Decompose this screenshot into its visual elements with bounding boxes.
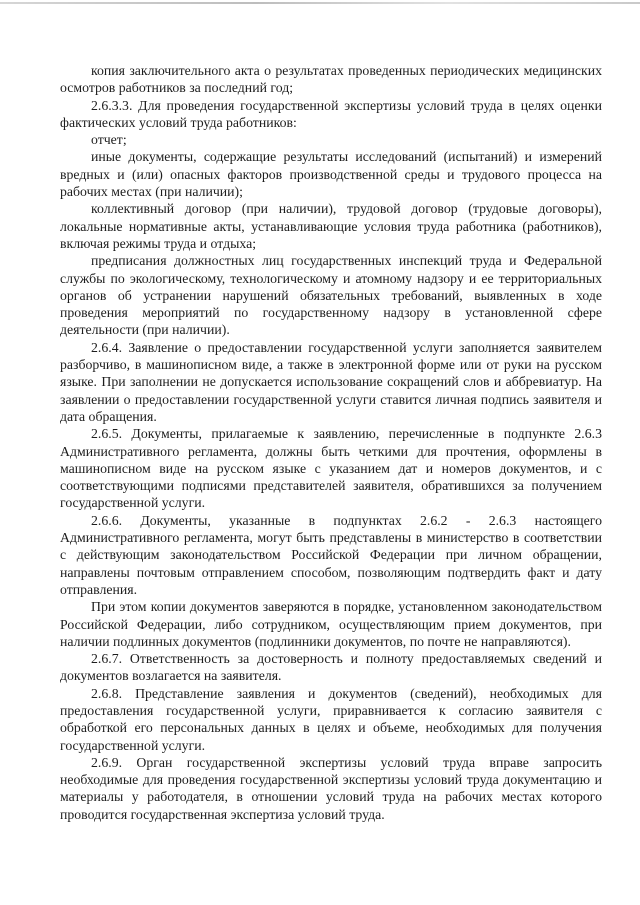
paragraph-2-6-8: 2.6.8. Представление заявления и документов (сведений), необходимых для предоставления государственной услуги, приравнивается к согласию заявителя с обработкой его персональных данных в целях и объеме, необходимых для получения государственной услуги. — [60, 685, 602, 753]
paragraph-report: отчет; — [91, 132, 127, 148]
paragraph-2-6-7: 2.6.7. Ответственность за достоверность и полноту предоставляемых сведений и документов возлагается на заявителя. — [60, 651, 602, 684]
paragraph-collective-agreement: коллективный договор (при наличии), трудовой договор (трудовые договоры), локальные нормативные акты, устанавливающие условия труда работника (работников), включая режимы труда и отдыха; — [60, 201, 602, 251]
paragraph-2-6-3-3: 2.6.3.3. Для проведения государственной экспертизы условий труда в целях оценки фактических условий труда работников: — [60, 97, 602, 130]
paragraph-2-6-4: 2.6.4. Заявление о предоставлении государственной услуги заполняется заявителем разборчиво, в машинописном виде, а также в электронной форме или от руки на русском языке. При заполнении не допускается использование сокращений слов и аббревиатур. На заявлении о предоставлении государственной услуги ставится личная подпись заявителя и дата обращения. — [60, 339, 602, 424]
paragraph-certification: При этом копии документов заверяются в порядке, установленном законодательством Российской Федерации, либо сотрудником, осуществляющим прием документов, при наличии подлинных документов (подлинники документов, по почте не направляются). — [60, 599, 602, 649]
paragraph-2-6-6: 2.6.6. Документы, указанные в подпунктах 2.6.2 - 2.6.3 настоящего Административного регламента, могут быть представлены в министерство в соответствии с действующим законодательством Российской Федерации при личном обращении, направлены почтовым отправлением способом, позволяющим подтвердить факт и дату отправления. — [60, 512, 602, 597]
document-page — [60, 62, 602, 823]
paragraph-prescriptions: предписания должностных лиц государственных инспекций труда и Федеральной службы по экологическому, технологическому и атомному надзору и ее территориальных органов об устранении нарушений обязательных требований, выявленных в ходе проведения мероприятий по государственному надзору в установленной сфере деятельности (при наличии). — [60, 253, 602, 338]
paragraph-other-documents: иные документы, содержащие результаты исследований (испытаний) и измерений вредных и (или) опасных факторов производственной среды и трудового процесса на рабочих местах (при наличии); — [60, 149, 602, 200]
paragraph-2-6-5: 2.6.5. Документы, прилагаемые к заявлению, перечисленные в подпункте 2.6.3 Административного регламента, должны быть четкими для прочтения, оформлены в машинописном виде на русском языке с указанием дат и номеров документов, и с соответствующими подписями представителей заявителя, обратившихся за получением государственной услуги. — [60, 426, 602, 511]
paragraph-final-act-copy: копия заключительного акта о результатах проведенных периодических медицинских осмотров работников за последний год; — [60, 63, 602, 96]
paragraph-2-6-9: 2.6.9. Орган государственной экспертизы условий труда вправе запросить необходимые для проведения государственной экспертизы условий труда документацию и материалы у работодателя, в отношении условий труда на рабочих местах которого проводится государственная экспертиза условий труда. — [60, 754, 602, 822]
scan-top-edge — [0, 2, 640, 4]
